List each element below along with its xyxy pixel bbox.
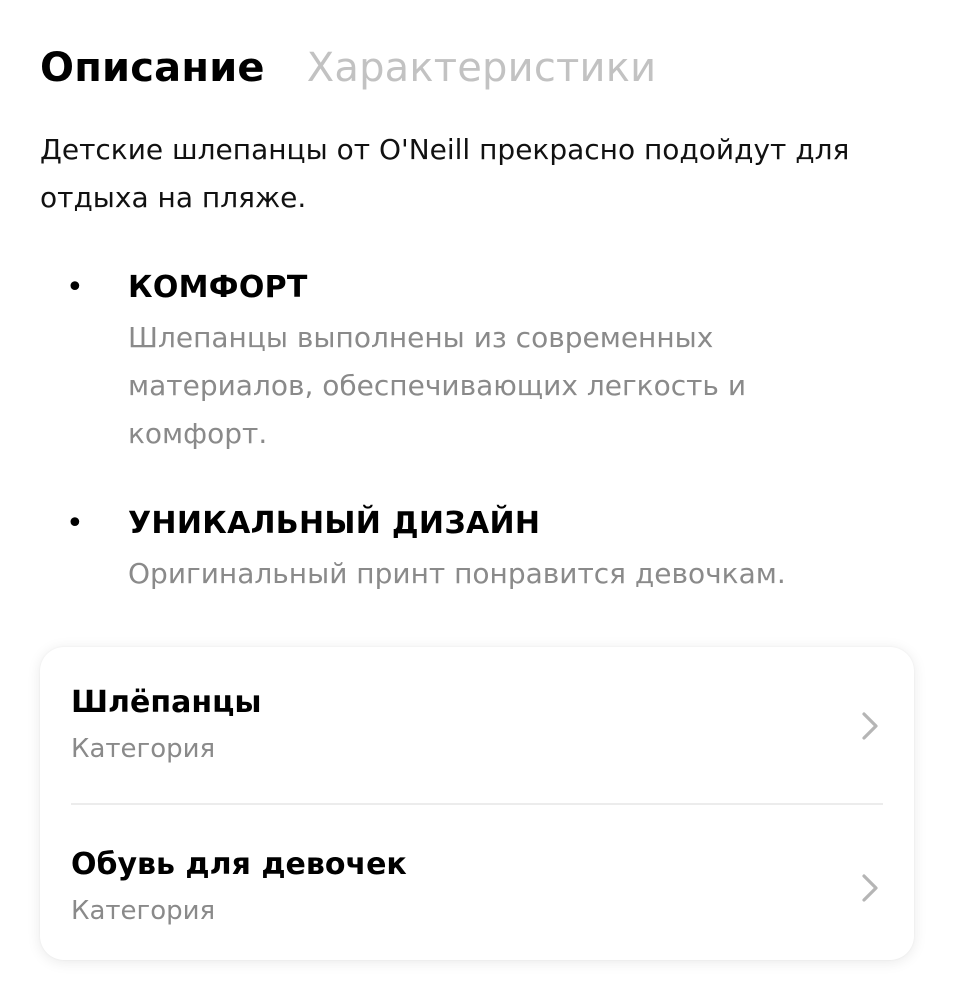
feature-description: Оригинальный принт понравится девочкам.	[128, 557, 786, 590]
category-subtitle: Категория	[71, 734, 216, 764]
feature-list	[40, 262, 940, 638]
category-subtitle: Категория	[71, 896, 216, 926]
category-row-girls-shoes[interactable]	[71, 803, 883, 959]
tab-bar	[40, 40, 656, 96]
chevron-right-icon	[857, 709, 883, 743]
bullet-icon: •	[66, 506, 84, 541]
feature-title: КОМФОРТ	[128, 270, 308, 305]
chevron-right-icon	[857, 871, 883, 905]
category-card	[40, 647, 914, 960]
bullet-icon: •	[66, 270, 84, 305]
feature-title: УНИКАЛЬНЫЙ ДИЗАЙН	[128, 506, 541, 541]
description-text: Детские шлепанцы от O'Neill прекрасно подойдут для отдыха на пляже.	[40, 133, 850, 214]
feature-item-comfort	[40, 262, 940, 458]
tab-description[interactable]: Описание	[40, 45, 265, 91]
feature-description: Шлепанцы выполнены из современных материалов, обеспечивающих легкость и комфорт.	[128, 321, 747, 450]
category-title: Обувь для девочек	[71, 847, 407, 882]
category-row-slippers[interactable]	[71, 647, 883, 803]
tab-characteristics[interactable]: Характеристики	[306, 45, 657, 91]
feature-item-design	[40, 498, 940, 598]
category-title: Шлёпанцы	[71, 685, 262, 720]
